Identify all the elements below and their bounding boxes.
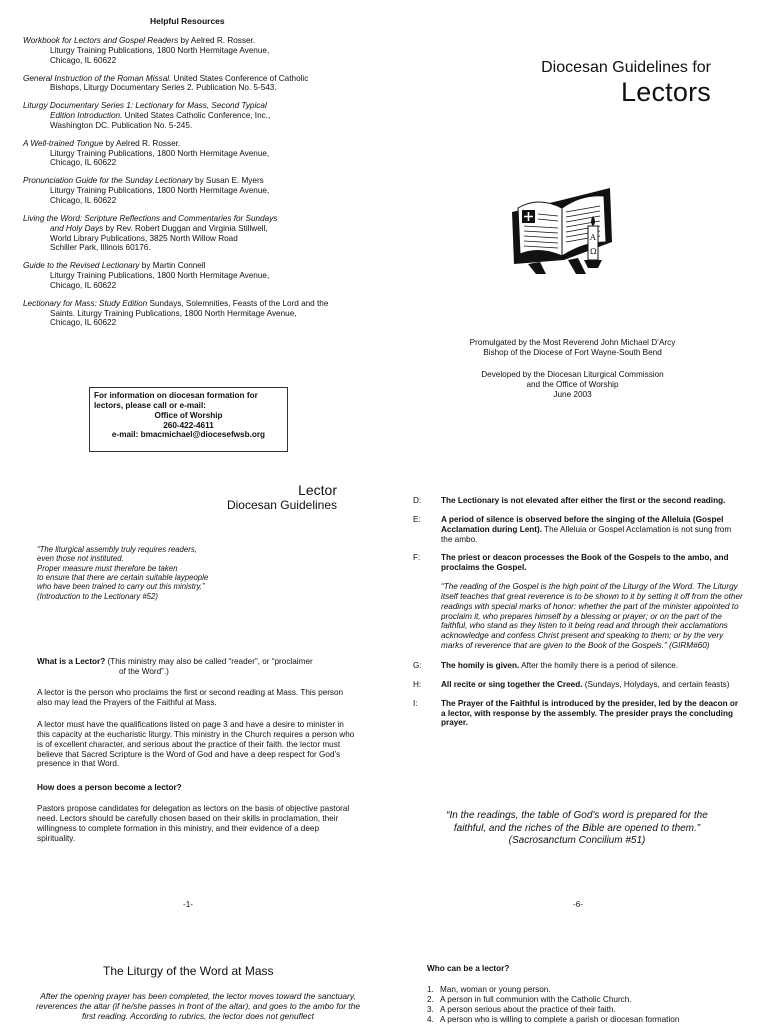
liturgy-steps bbox=[413, 496, 743, 737]
resource-author: by Susan E. Myers bbox=[192, 176, 264, 186]
resource-item bbox=[23, 74, 353, 94]
lector-subtitle: Diocesan Guidelines bbox=[226, 498, 337, 512]
list-number: 2. bbox=[427, 994, 434, 1004]
quote-line: “The liturgical assembly truly requires readers, bbox=[37, 545, 197, 554]
promulgated-by bbox=[430, 338, 715, 358]
liturgy-step bbox=[413, 699, 743, 729]
lectionary-quote bbox=[37, 545, 267, 601]
step-heading: The homily is given. bbox=[441, 660, 520, 670]
resource-detail: Liturgy Training Publications, 1800 North Hermitage Avenue, bbox=[50, 271, 270, 281]
resource-title: Workbook for Lectors and Gospel Readers bbox=[23, 36, 179, 45]
resource-detail: Schiller Park, Illinois 60176. bbox=[50, 243, 151, 253]
paragraph: A lector is the person who proclaims the first or second reading at Mass. This person also may lead the Prayers of the Faithful at Mass. bbox=[37, 688, 344, 707]
quote-line: to ensure that there are certain suitable laypeople bbox=[37, 573, 209, 583]
step-label: F: bbox=[413, 553, 421, 563]
developed-by bbox=[430, 370, 715, 400]
step-heading: The Lectionary is not elevated after either the first or the second reading. bbox=[441, 496, 726, 505]
list-text: A person who is willing to complete a parish or diocesan formation bbox=[440, 1014, 680, 1024]
lector-title: Lector bbox=[298, 482, 337, 498]
resource-title: General Instruction of the Roman Missal. bbox=[23, 73, 172, 83]
paragraph: A lector must have the qualifications listed on page 3 and have a desire to minister in this capacity at the eucharistic liturgy. This ministry in the Church requires a person who is of excellent character, and serious about the practice of their faith. the lector must believe that Sacred Scripture is the Word of God and have a deep respect for God’s presence in that Word. bbox=[37, 720, 355, 769]
resource-detail: Chicago, IL 60622 bbox=[50, 158, 117, 168]
info-line-1: For information on diocesan formation for bbox=[94, 391, 258, 400]
resource-item bbox=[23, 261, 353, 291]
info-line-2: lectors, please call or e-mail: bbox=[94, 400, 206, 410]
resource-detail: World Library Publications, 3825 North Willow Road bbox=[50, 233, 238, 243]
resources-heading: Helpful Resources bbox=[150, 16, 225, 26]
developed-line-1: Developed by the Diocesan Liturgical Commission bbox=[481, 370, 664, 379]
quote-line: even those not instituted. bbox=[37, 554, 124, 564]
resource-title-continued: Edition Introduction. bbox=[50, 111, 123, 121]
liturgy-of-word-title: The Liturgy of the Word at Mass bbox=[103, 964, 274, 978]
svg-text:Ω: Ω bbox=[590, 247, 597, 256]
liturgy-step bbox=[413, 680, 743, 690]
who-can-be-lector-heading: Who can be a lector? bbox=[427, 964, 510, 973]
resource-detail: Liturgy Training Publications, 1800 North Hermitage Avenue, bbox=[50, 45, 270, 55]
resource-author: by Martin Connell bbox=[139, 261, 206, 271]
question-note-continued: of the Word”.) bbox=[119, 666, 169, 676]
page-number: -1- bbox=[183, 900, 194, 909]
resource-detail: Liturgy Training Publications, 1800 North Hermitage Avenue, bbox=[50, 148, 270, 158]
promulgated-line-2: Bishop of the Diocese of Fort Wayne-South Bend bbox=[483, 347, 662, 357]
girm-quote: “The reading of the Gospel is the high point of the Liturgy of the Word. The Liturgy itself teaches that great reverence is to be shown to it by setting it off from the other readings with special marks of honor: whether the part of the minister appointed to proclaim it, who prepares himself by a blessing or prayer; or on the part of the faithful, who stand as they listen to it being read and through their acclamations acknowledge and confess Christ present and speaking to them; or by the very marks of reverence that are given to the Book of the Gospels.” (GIRM#60) bbox=[441, 582, 743, 651]
resource-publisher: United States Catholic Conference, Inc., bbox=[122, 111, 271, 121]
quote-line: who have been trained to carry out this ministry.” bbox=[37, 582, 205, 592]
list-text: A person in full communion with the Catholic Church. bbox=[440, 994, 632, 1004]
resource-item bbox=[23, 299, 353, 329]
resource-item bbox=[23, 101, 353, 131]
step-detail: After the homily there is a period of silence. bbox=[519, 660, 679, 670]
quote-citation: (Introduction to the Lectionary #52) bbox=[37, 591, 158, 601]
what-is-lector-question bbox=[37, 657, 357, 677]
list-number: 4. bbox=[427, 1014, 434, 1024]
step-label: I: bbox=[413, 698, 418, 708]
resource-detail: Liturgy Training Publications, 1800 North Hermitage Avenue, bbox=[50, 186, 270, 196]
resource-detail: Chicago, IL 60622 bbox=[50, 55, 117, 65]
resource-title: Pronunciation Guide for the Sunday Lectionary bbox=[23, 176, 193, 186]
list-item bbox=[427, 1015, 747, 1024]
office-email: e-mail: bmacmichael@diocesefwsb.org bbox=[111, 430, 266, 440]
cover-subtitle: Diocesan Guidelines for bbox=[541, 59, 711, 76]
liturgy-step bbox=[413, 553, 743, 573]
resource-author: by Aelred R. Rosser. bbox=[178, 36, 256, 45]
resource-item bbox=[23, 139, 353, 169]
list-number: 3. bbox=[427, 1004, 434, 1014]
step-heading: All recite or sing together the Creed. bbox=[441, 679, 583, 689]
sacrosanctum-quote: “In the readings, the table of God’s word is prepared for the faithful, and the riches of the Bible are opened to them.” (Sacrosanctum Concilium #51) bbox=[446, 810, 708, 846]
liturgy-step bbox=[413, 661, 743, 671]
list-text: A person serious about the practice of their faith. bbox=[440, 1004, 616, 1014]
list-text: Man, woman or young person. bbox=[440, 985, 551, 994]
liturgy-step bbox=[413, 496, 743, 506]
who-can-be-lector-list bbox=[427, 985, 747, 1024]
resource-title-continued: and Holy Days bbox=[50, 223, 104, 233]
promulgated-line-1: Promulgated by the Most Reverend John Michael D’Arcy bbox=[469, 338, 676, 347]
resource-author: by Aelred R. Rosser. bbox=[103, 138, 181, 148]
list-item bbox=[427, 1005, 747, 1015]
resource-title: A Well-trained Tongue bbox=[23, 138, 104, 148]
step-heading: A period of silence is observed before the singing of the Alleluia (Gospel Acclamation during Lent). bbox=[441, 514, 724, 534]
liturgy-step bbox=[413, 515, 743, 545]
list-item bbox=[427, 985, 747, 995]
step-heading: The priest or deacon processes the Book of the Gospels to the ambo, and proclaims the Gospel. bbox=[441, 553, 729, 573]
resource-author: United States Conference of Catholic bbox=[171, 73, 309, 83]
open-book-candle-illustration bbox=[508, 182, 614, 274]
list-number: 1. bbox=[427, 985, 434, 994]
step-label: E: bbox=[413, 514, 421, 524]
resource-detail: Chicago, IL 60622 bbox=[50, 318, 117, 328]
resource-title: Guide to the Revised Lectionary bbox=[23, 261, 140, 271]
resource-publisher: by Rev. Robert Duggan and Virginia Stillwell, bbox=[103, 223, 268, 233]
step-label: H: bbox=[413, 679, 422, 689]
how-become-lector-question: How does a person become a lector? bbox=[37, 783, 182, 792]
paragraph: Pastors propose candidates for delegation as lectors on the basis of objective pastoral need. Lectors should be carefully chosen based on their skills in proclamation, their willingness to complete formation in this ministry, and their evidence of a deep spirituality. bbox=[37, 804, 350, 843]
office-name: Office of Worship bbox=[154, 410, 223, 420]
step-detail: (Sundays, Holydays, and certain feasts) bbox=[582, 679, 730, 689]
resource-item bbox=[23, 176, 353, 206]
cover-title: Lectors bbox=[621, 77, 711, 107]
step-detail: The Alleluia or Gospel Acclamation is not sung from the ambo. bbox=[441, 524, 732, 544]
quote-line: Proper measure must therefore be taken bbox=[37, 563, 178, 573]
resource-item bbox=[23, 36, 353, 66]
resource-title: Lectionary for Mass: Study Edition bbox=[23, 298, 148, 308]
resource-detail: Chicago, IL 60622 bbox=[50, 280, 117, 290]
resource-detail: Saints. Liturgy Training Publications, 1800 North Hermitage Avenue, bbox=[50, 308, 297, 318]
step-label: D: bbox=[413, 496, 422, 505]
step-heading: The Prayer of the Faithful is introduced by the presider, led by the deacon or a lector, with response by the assembly. The presider prays the concluding prayer. bbox=[441, 698, 739, 728]
step-label: G: bbox=[413, 660, 422, 670]
office-phone: 260-422-4611 bbox=[163, 420, 214, 430]
resource-detail: Washington DC. Publication No. 5-245. bbox=[50, 120, 193, 130]
resource-detail: Chicago, IL 60622 bbox=[50, 195, 117, 205]
resource-author: Sundays, Solemnities, Feasts of the Lord and the bbox=[147, 298, 329, 308]
resource-item bbox=[23, 214, 353, 253]
contact-info-box bbox=[89, 387, 288, 452]
svg-text:A: A bbox=[590, 233, 596, 242]
resource-detail: Bishops, Liturgy Documentary Series 2. Publication No. 5-543. bbox=[50, 83, 277, 93]
resource-title: Living the Word: Scripture Reflections and Commentaries for Sundays bbox=[23, 213, 278, 223]
liturgy-of-word-text: After the opening prayer has been completed, the lector moves toward the sanctuary, reverences the altar (if he/she passes in front of the altar), and goes to the ambo for the first reading. According to rubrics, the lector does not genuflect bbox=[35, 991, 361, 1022]
question-heading: What is a Lector? bbox=[37, 657, 106, 666]
resource-title: Liturgy Documentary Series 1: Lectionary for Mass, Second Typical bbox=[23, 101, 267, 111]
list-item bbox=[427, 995, 747, 1005]
developed-line-2: and the Office of Worship bbox=[526, 379, 619, 389]
resources-list bbox=[23, 36, 353, 336]
developed-date: June 2003 bbox=[553, 389, 592, 399]
question-note: (This ministry may also be called “reader”, or “proclaimer bbox=[105, 657, 313, 666]
page-number: -6- bbox=[573, 900, 584, 909]
